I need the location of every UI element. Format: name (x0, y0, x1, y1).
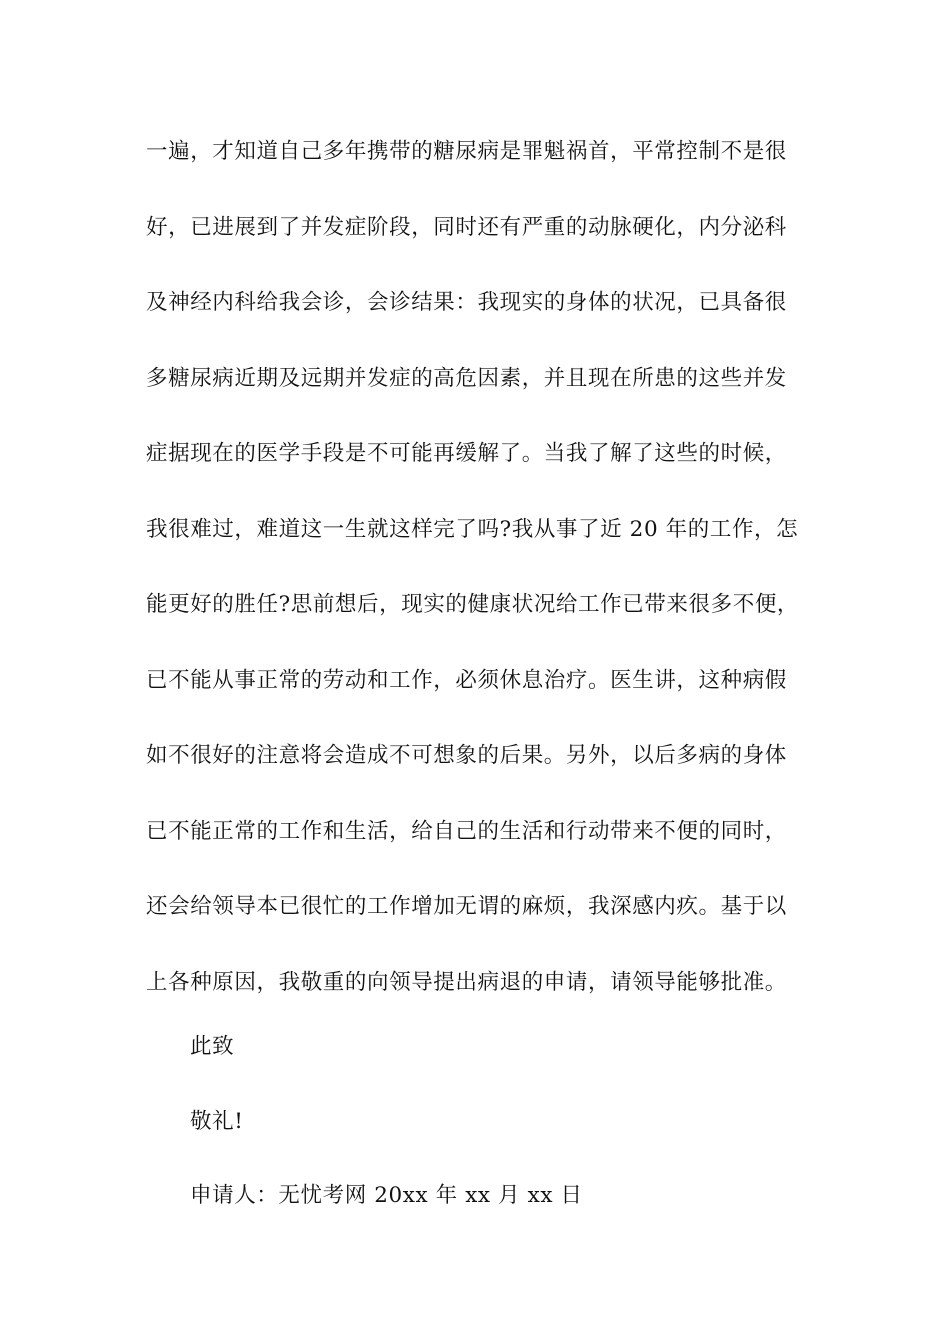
body-line: 症据现在的医学手段是不可能再缓解了。当我了解了这些的时候， (146, 441, 787, 466)
body-line: 好，已进展到了并发症阶段，同时还有严重的动脉硬化，内分泌科 (146, 214, 787, 240)
body-line: 一遍，才知道自己多年携带的糖尿病是罪魁祸首，平常控制不是很 (146, 139, 787, 164)
body-line: 还会给领导本已很忙的工作增加无谓的麻烦，我深感内疚。基于以 (146, 894, 787, 919)
body-line: 如不很好的注意将会造成不可想象的后果。另外，以后多病的身体 (146, 743, 787, 768)
body-line: 上各种原因，我敬重的向领导提出病退的申请，请领导能够批准。 (146, 969, 787, 995)
letter-body (146, 130, 808, 1036)
applicant-signature: 申请人：无忧考网 20xx 年 xx 月 xx 日 (190, 1183, 583, 1208)
body-line: 能更好的胜任?思前想后，现实的健康状况给工作已带来很多不便， (146, 592, 800, 617)
closing-regards: 敬礼! (190, 1109, 244, 1134)
body-line: 及神经内科给我会诊，会诊结果：我现实的身体的状况，已具备很 (146, 290, 787, 315)
body-line: 我很难过，难道这一生就这样完了吗?我从事了近 20 年的工作，怎 (146, 516, 799, 542)
body-line: 已不能正常的工作和生活，给自己的生活和行动带来不便的同时， (146, 818, 787, 844)
body-line: 多糖尿病近期及远期并发症的高危因素，并且现在所患的这些并发 (146, 365, 787, 391)
body-line: 已不能从事正常的劳动和工作，必须休息治疗。医生讲，这种病假 (146, 667, 787, 693)
closing-salutation: 此致 (190, 1034, 235, 1059)
